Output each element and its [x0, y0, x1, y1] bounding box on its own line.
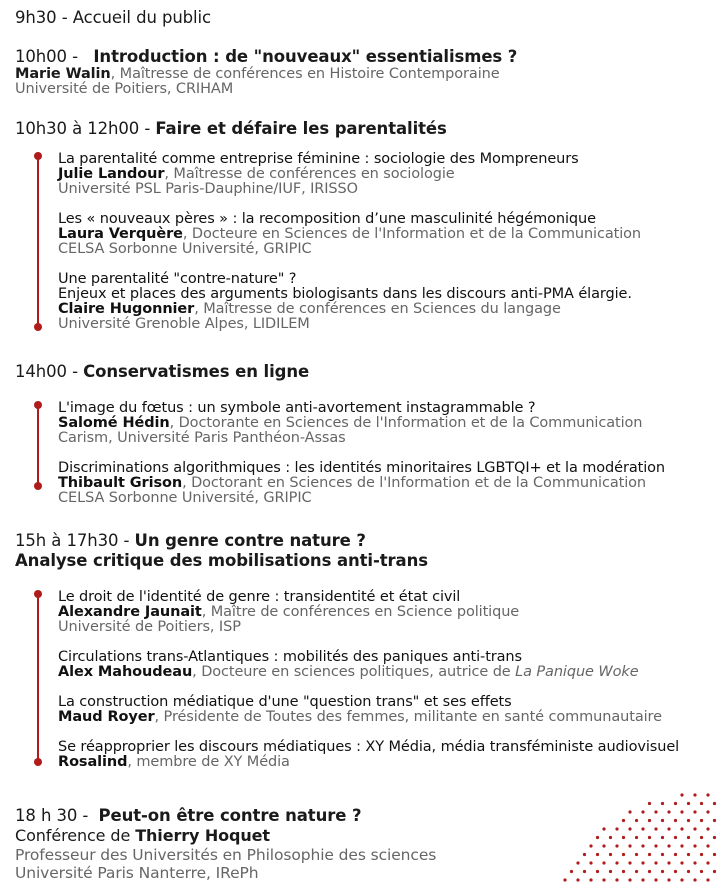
- pattern-dot: [693, 827, 696, 830]
- pattern-dot: [713, 819, 716, 822]
- pattern-dot: [700, 819, 703, 822]
- pattern-dot: [706, 878, 709, 881]
- timeline-line: [37, 156, 39, 327]
- pattern-dot: [700, 802, 703, 805]
- pattern-dot: [583, 853, 586, 856]
- pattern-dot: [654, 861, 657, 864]
- talk-item: La parentalité comme entreprise féminine : sociologie des Mompreneurs Julie Landour, Maîtresse de conférences en sociologie Université PSL Paris-Dauphine/IUF, IRISSO: [58, 151, 579, 197]
- pattern-dot: [648, 853, 651, 856]
- pattern-dot: [648, 836, 651, 839]
- timeline-dot: [34, 323, 42, 331]
- pattern-dot: [667, 810, 670, 813]
- pattern-dot: [661, 802, 664, 805]
- pattern-dot: [602, 861, 605, 864]
- pattern-dot: [628, 878, 631, 881]
- opening-line: 9h30 - Accueil du public: [15, 8, 211, 27]
- session-heading: 15h à 17h30 - Un genre contre nature ?: [15, 531, 366, 550]
- pattern-dot: [687, 802, 690, 805]
- pattern-dot: [661, 836, 664, 839]
- pattern-dot: [700, 836, 703, 839]
- closing-heading: 18 h 30 - Peut-on être contre nature ?: [15, 806, 362, 825]
- pattern-dot: [713, 836, 716, 839]
- pattern-dot: [706, 827, 709, 830]
- pattern-dot: [661, 870, 664, 873]
- pattern-dot: [635, 819, 638, 822]
- talk-item: Circulations trans-Atlantiques : mobilités des paniques anti-trans Alex Mahoudeau, Docteure en sciences politiques, autrice de La Panique Woke: [58, 649, 639, 680]
- intro-affiliation: Université de Poitiers, CRIHAM: [15, 81, 234, 97]
- pattern-dot: [687, 870, 690, 873]
- pattern-dot: [596, 870, 599, 873]
- pattern-dot: [667, 878, 670, 881]
- pattern-dot: [615, 878, 618, 881]
- pattern-dot: [622, 870, 625, 873]
- pattern-dot: [693, 861, 696, 864]
- intro-speaker: Marie Walin, Maîtresse de conférences en Histoire Contemporaine: [15, 66, 500, 82]
- talk-item: Se réapproprier les discours médiatiques : XY Média, média transféministe audiovisuel Rosalind, membre de XY Média: [58, 739, 680, 770]
- pattern-dot: [687, 819, 690, 822]
- timeline-dot: [34, 758, 42, 766]
- pattern-dot: [654, 844, 657, 847]
- pattern-dot: [641, 810, 644, 813]
- pattern-dot: [680, 844, 683, 847]
- pattern-dot: [583, 870, 586, 873]
- pattern-dot: [700, 853, 703, 856]
- pattern-dot: [635, 870, 638, 873]
- pattern-dot: [641, 827, 644, 830]
- pattern-dot: [622, 819, 625, 822]
- pattern-dot: [576, 878, 579, 881]
- talk-item: Les « nouveaux pères » : la recomposition d’une masculinité hégémonique Laura Verquère, Docteure en Sciences de l'Information et de la Communication CELSA Sorbonne Université, GRIPIC: [58, 211, 642, 257]
- pattern-dot: [615, 844, 618, 847]
- timeline-dot: [34, 401, 42, 409]
- pattern-dot: [628, 844, 631, 847]
- pattern-dot: [602, 878, 605, 881]
- pattern-dot: [628, 810, 631, 813]
- pattern-dot: [570, 870, 573, 873]
- pattern-dot: [609, 853, 612, 856]
- pattern-dot: [667, 844, 670, 847]
- pattern-dot: [674, 802, 677, 805]
- pattern-dot: [687, 853, 690, 856]
- pattern-dot: [648, 802, 651, 805]
- timeline-line: [37, 405, 39, 486]
- pattern-dot: [622, 836, 625, 839]
- session-subheading: Analyse critique des mobilisations anti-trans: [15, 551, 428, 570]
- pattern-dot: [700, 870, 703, 873]
- talk-item: La construction médiatique d'une "question trans" et ses effets Maud Royer, Présidente de Toutes des femmes, militante en santé communautaire: [58, 694, 662, 725]
- pattern-dot: [706, 844, 709, 847]
- pattern-dot: [693, 844, 696, 847]
- pattern-dot: [615, 861, 618, 864]
- session-heading: 10h30 à 12h00 - Faire et défaire les parentalités: [15, 119, 447, 138]
- pattern-dot: [674, 819, 677, 822]
- pattern-dot: [680, 861, 683, 864]
- pattern-dot: [609, 836, 612, 839]
- pattern-dot: [648, 870, 651, 873]
- pattern-dot: [602, 844, 605, 847]
- pattern-dot: [674, 870, 677, 873]
- pattern-dot: [654, 878, 657, 881]
- closing-affiliation: Université Paris Nanterre, IRePh: [15, 864, 259, 882]
- pattern-dot: [713, 853, 716, 856]
- intro-heading: 10h00 - Introduction : de "nouveaux" essentialismes ?: [15, 47, 518, 66]
- pattern-dot: [609, 870, 612, 873]
- pattern-dot: [648, 819, 651, 822]
- dot-pattern-decoration: [520, 792, 720, 887]
- pattern-dot: [635, 853, 638, 856]
- closing-speaker: Conférence de Thierry Hoquet: [15, 826, 270, 845]
- pattern-dot: [680, 827, 683, 830]
- timeline-dot: [34, 482, 42, 490]
- pattern-dot: [713, 802, 716, 805]
- pattern-dot: [693, 810, 696, 813]
- pattern-dot: [661, 819, 664, 822]
- pattern-dot: [596, 836, 599, 839]
- pattern-dot: [628, 827, 631, 830]
- pattern-dot: [563, 878, 566, 881]
- pattern-dot: [576, 861, 579, 864]
- pattern-dot: [674, 836, 677, 839]
- pattern-dot: [654, 810, 657, 813]
- talk-item: Une parentalité "contre-nature" ? Enjeux et places des arguments biologisants dans les discours anti-PMA élargie. Claire Hugonnier, Maîtresse de conférences en Sciences du langage Université Grenoble Alpes, LIDILEM: [58, 271, 632, 332]
- pattern-dot: [680, 810, 683, 813]
- pattern-dot: [661, 853, 664, 856]
- session-heading: 14h00 - Conservatismes en ligne: [15, 362, 310, 381]
- pattern-dot: [680, 793, 683, 796]
- pattern-dot: [589, 844, 592, 847]
- pattern-dot: [615, 827, 618, 830]
- talk-item: L'image du fœtus : un symbole anti-avortement instagrammable ? Salomé Hédin, Doctorante en Sciences de l'Information et de la Communication Carism, Université Paris Panthéon-Assas: [58, 400, 643, 446]
- pattern-dot: [589, 878, 592, 881]
- pattern-dot: [706, 793, 709, 796]
- pattern-dot: [596, 853, 599, 856]
- pattern-dot: [622, 853, 625, 856]
- pattern-dot: [628, 861, 631, 864]
- talk-item: Le droit de l'identité de genre : transidentité et état civil Alexandre Jaunait, Maître de conférences en Science politique Université de Poitiers, ISP: [58, 589, 520, 635]
- pattern-dot: [713, 870, 716, 873]
- pattern-dot: [693, 878, 696, 881]
- pattern-dot: [693, 793, 696, 796]
- timeline-dot: [34, 152, 42, 160]
- pattern-dot: [687, 836, 690, 839]
- pattern-dot: [706, 810, 709, 813]
- pattern-dot: [641, 844, 644, 847]
- closing-role: Professeur des Universités en Philosophie des sciences: [15, 846, 437, 864]
- pattern-dot: [667, 861, 670, 864]
- pattern-dot: [589, 861, 592, 864]
- timeline-dot: [34, 590, 42, 598]
- pattern-dot: [602, 827, 605, 830]
- pattern-dot: [706, 861, 709, 864]
- pattern-dot: [635, 836, 638, 839]
- pattern-dot: [667, 827, 670, 830]
- talk-item: Discriminations algorithmiques : les identités minoritaires LGBTQI+ et la modération Thibault Grison, Doctorant en Sciences de l'Information et de la Communication CELSA Sorbonne Université, GRIPIC: [58, 460, 665, 506]
- pattern-dot: [641, 861, 644, 864]
- pattern-dot: [641, 878, 644, 881]
- pattern-dot: [680, 878, 683, 881]
- timeline-line: [37, 594, 39, 762]
- pattern-dot: [674, 853, 677, 856]
- pattern-dot: [654, 827, 657, 830]
